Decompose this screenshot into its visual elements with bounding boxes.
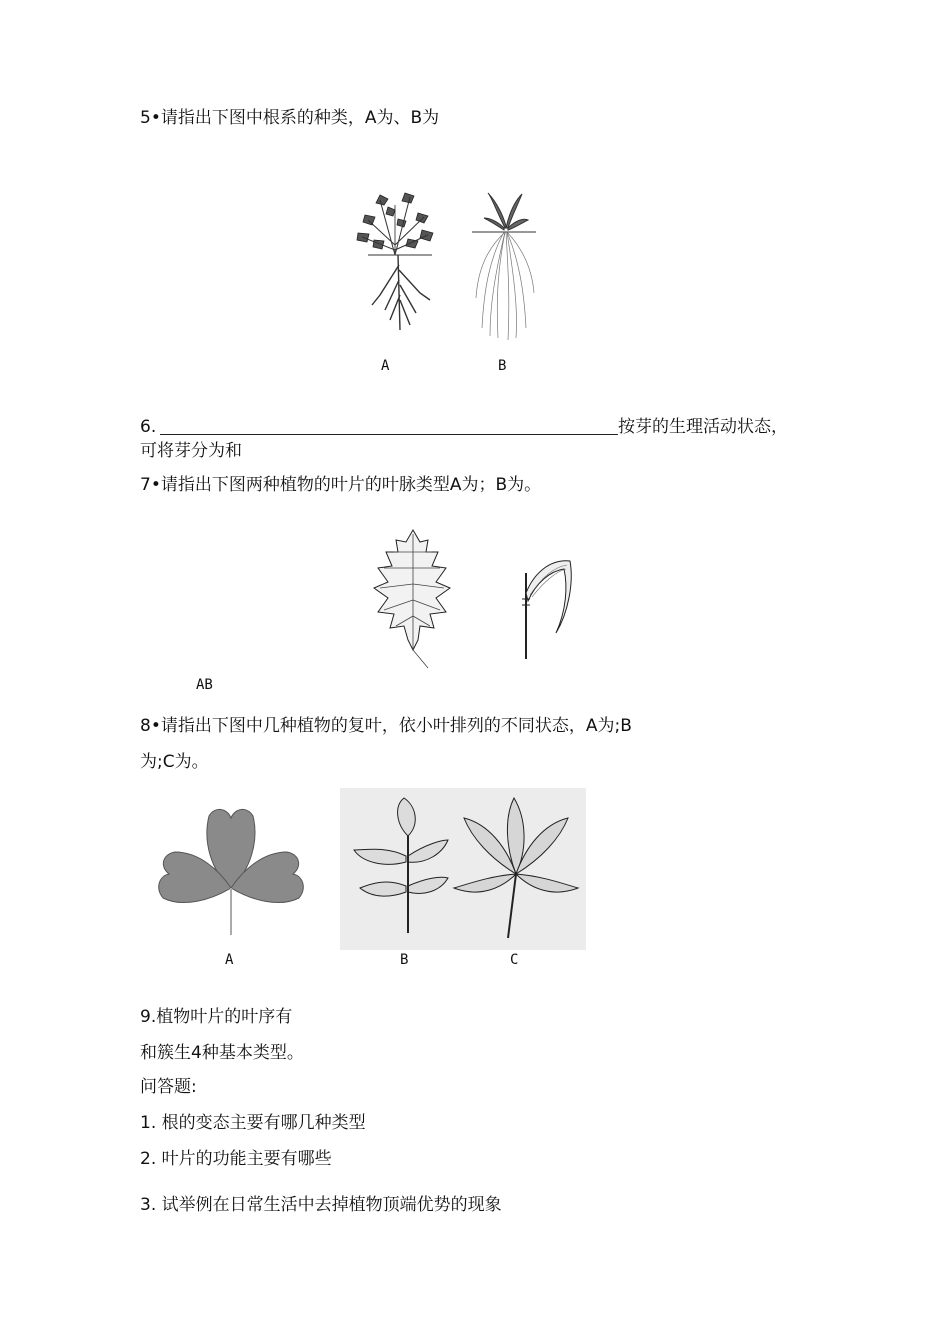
q5-text: 5•请指出下图中根系的种类，A为、B为 (140, 108, 440, 128)
qa-item-2: 2. 叶片的功能主要有哪些 (140, 1149, 332, 1169)
figure-label-c: C (510, 952, 519, 968)
netted-vein-leaf-figure (368, 528, 458, 673)
q6-answer-blank (160, 434, 618, 435)
q9-line1: 9.植物叶片的叶序有 (140, 1007, 293, 1027)
taproot-plant-figure (350, 185, 440, 335)
trifoliate-leaf-figure (155, 800, 307, 940)
q7-text: 7•请指出下图两种植物的叶片的叶脉类型A为；B为。 (140, 475, 542, 495)
figure-label-b-2: B (400, 952, 409, 968)
qa-heading: 问答题: (140, 1077, 197, 1097)
q8-line2: 为;C为。 (140, 752, 209, 772)
q8-line1: 8•请指出下图中几种植物的复叶，依小叶排列的不同状态，A为;B (140, 716, 632, 736)
figure-label-a-2: A (225, 952, 234, 968)
q9-line2: 和簇生4种基本类型。 (140, 1043, 304, 1063)
figure-label-a: A (381, 358, 390, 374)
qa-item-3: 3. 试举例在日常生活中去掉植物顶端优势的现象 (140, 1195, 502, 1215)
q6-line2: 可将芽分为和 (140, 441, 242, 461)
qa-item-1: 1. 根的变态主要有哪几种类型 (140, 1113, 366, 1133)
figure-labels-ab: AB (196, 677, 213, 693)
fibrous-root-plant-figure (470, 188, 540, 343)
parallel-vein-leaf-figure (512, 553, 582, 661)
q6-suffix: 按芽的生理活动状态， (618, 417, 788, 437)
compound-leaves-bc-figure (340, 788, 586, 950)
figure-label-b: B (498, 358, 507, 374)
q6-prefix: 6. (140, 417, 157, 437)
